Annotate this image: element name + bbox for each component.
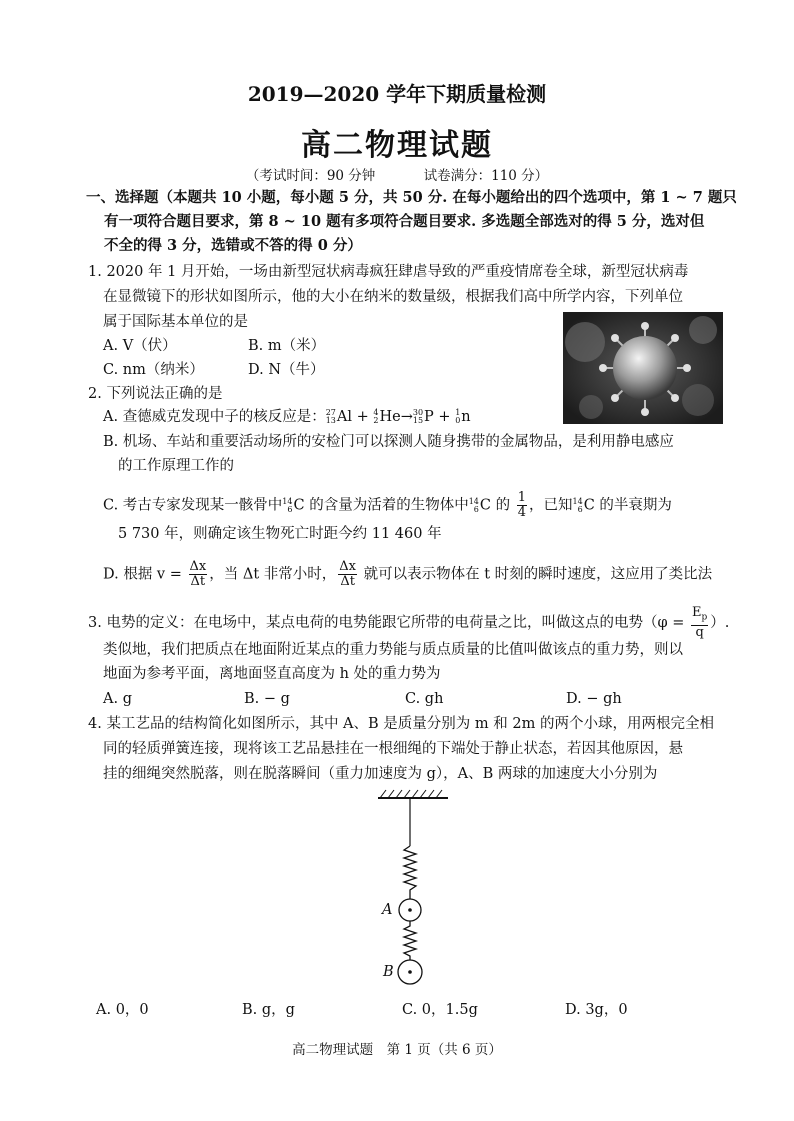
c14-mass-3: 14	[572, 496, 583, 506]
al-isotope-numbers	[326, 409, 336, 425]
n-isotope-numbers	[455, 409, 460, 425]
q2-c-text4: 的半衰期为	[599, 497, 672, 514]
delta-t: Δt	[190, 574, 206, 589]
upper-spring	[404, 846, 416, 899]
q2-option-c-line1	[103, 491, 672, 520]
fraction-denominator: 4	[517, 505, 526, 520]
c14-atomic: 6	[287, 504, 293, 514]
p-symbol: P	[424, 409, 434, 425]
q2-c-text1: C. 考古专家发现某一骸骨中	[103, 497, 283, 514]
q3-option-a: A. g	[103, 691, 132, 707]
q1-option-c: C. nm（纳米）	[103, 362, 204, 378]
q2-option-a-text: A. 查德威克发现中子的核反应是：	[103, 409, 326, 425]
q1-option-d: D. N（牛）	[248, 362, 325, 378]
q2-c-text3: ，已知	[529, 497, 573, 514]
delta-x-2: Δx	[339, 559, 356, 574]
coronavirus-microscope-image	[563, 312, 723, 424]
ball-a-label: A	[382, 902, 393, 918]
q2-c-text2: 的含量为活着的生物体中	[309, 497, 469, 514]
ep-e: E	[691, 605, 702, 620]
c14-mass: 14	[282, 496, 293, 506]
q4-stem-line1: 4. 某工艺品的结构简化如图所示，其中 A、B 是质量分别为 m 和 2m 的两个小球，用两根完全相	[88, 716, 714, 732]
p-atomic-number: 15	[412, 416, 424, 425]
velocity-fraction-2	[338, 560, 357, 589]
c-symbol-2: C	[479, 497, 491, 514]
p-mass-number: 30	[412, 408, 424, 417]
ep-numerator	[691, 606, 708, 626]
c14-numbers-2	[469, 498, 479, 514]
exam-time: （考试时间：90 分钟	[245, 168, 376, 184]
ep-p: p	[701, 612, 708, 623]
q3-option-d: D. − gh	[566, 691, 622, 707]
q2-option-d	[103, 560, 712, 589]
q2-option-a	[103, 407, 471, 427]
page-footer: 高二物理试题 第 1 页（共 6 页）	[292, 1042, 502, 1058]
section-heading-line3: 不全的得 3 分，选错或不答的得 0 分）	[104, 237, 362, 254]
al-atomic-number: 13	[325, 416, 336, 425]
velocity-fraction	[189, 560, 208, 589]
q3-l1-end: ）.	[710, 614, 730, 631]
c14-numbers	[282, 498, 292, 514]
p-isotope-numbers	[413, 409, 423, 425]
delta-t-2: Δt	[340, 574, 355, 589]
q2-d-text3: 就可以表示物体在 t 时刻的瞬时速度，这应用了类比法	[363, 566, 713, 583]
q1-stem-line2: 在显微镜下的形状如图所示，他的大小在纳米的数量级，根据我们高中所学内容，下列单位	[103, 289, 683, 305]
al-mass-number: 27	[325, 408, 336, 417]
q3-stem-line1	[88, 606, 729, 640]
plus-sign-2: +	[438, 409, 451, 425]
he-symbol: He	[379, 409, 401, 425]
q2-option-b-line1: B. 机场、车站和重要活动场所的安检门可以探测人随身携带的金属物品，是利用静电感应	[103, 434, 674, 450]
q4-option-d: D. 3g，0	[565, 1002, 628, 1018]
al-symbol: Al	[336, 409, 352, 425]
exam-info	[0, 164, 794, 184]
q4-stem-line3: 挂的细绳突然脱落，则在脱落瞬间（重力加速度为 g），A、B 两球的加速度大小分别为	[103, 766, 658, 782]
q2-c-de: 的	[495, 497, 511, 514]
q2-d-text2: ，当 Δt 非常小时，	[209, 566, 337, 583]
he-mass-number: 4	[373, 408, 379, 417]
q3-stem-line3: 地面为参考平面，离地面竖直高度为 h 处的重力势为	[103, 666, 441, 682]
coronavirus-icon	[563, 312, 723, 424]
exam-period-title: 2019—2020 学年下期质量检测	[247, 82, 547, 106]
c-symbol: C	[293, 497, 305, 514]
reaction-arrow: →	[400, 409, 413, 425]
q2-d-text1: D. 根据 v =	[103, 566, 182, 583]
q3-option-c: C. gh	[405, 691, 444, 707]
q1-option-a: A. V（伏）	[103, 338, 177, 354]
q4-option-c: C. 0，1.5g	[402, 1002, 478, 1018]
c-symbol-3: C	[583, 497, 595, 514]
ball-b-label: B	[383, 964, 394, 980]
q4-stem-line2: 同的轻质弹簧连接，现将该工艺品悬挂在一根细绳的下端处于静止状态，若因其他原因，悬	[103, 741, 683, 757]
he-isotope-numbers	[373, 409, 378, 425]
q1-stem-line3: 属于国际基本单位的是	[103, 314, 248, 330]
c14-mass-2: 14	[468, 496, 479, 506]
q3-l1-text: 3. 电势的定义：在电场中，某点电荷的电势能跟它所带的电荷量之比，叫做这点的电势（φ =	[88, 614, 685, 631]
section-heading-line2: 有一项符合题目要求，第 8 ~ 10 题有多项符合题目要求. 多选题全部选对的得 5 分，选对但	[104, 213, 705, 230]
n-atomic-number: 0	[455, 416, 461, 425]
hanging-spring-diagram	[372, 788, 462, 990]
plus-sign: +	[356, 409, 369, 425]
delta-x: Δx	[189, 559, 207, 574]
q2-option-b-line2: 的工作原理工作的	[118, 458, 234, 474]
c14-numbers-3	[573, 498, 583, 514]
one-quarter-fraction	[517, 491, 527, 520]
section-heading-line1: 一、选择题（本题共 10 小题，每小题 5 分，共 50 分. 在每小题给出的四个选项中，第 1 ~ 7 题只	[86, 189, 737, 206]
potential-fraction	[691, 606, 708, 640]
c14-atomic-2: 6	[473, 504, 479, 514]
full-score: 试卷满分：110 分）	[423, 168, 549, 184]
q3-stem-line2: 类似地，我们把质点在地面附近某点的重力势能与质点质量的比值叫做该点的重力势，则以	[103, 642, 683, 658]
n-symbol: n	[461, 409, 471, 425]
lower-spring	[404, 921, 416, 960]
spring-ball-diagram	[372, 788, 462, 990]
q2-stem: 2. 下列说法正确的是	[88, 386, 223, 402]
q1-stem-line1: 1. 2020 年 1 月开始，一场由新型冠状病毒疯狂肆虐导致的严重疫情席卷全球，新型冠状病毒	[88, 264, 689, 280]
exam-subject-title: 高二物理试题	[301, 128, 493, 163]
q1-option-b: B. m（米）	[248, 338, 326, 354]
he-atomic-number: 2	[373, 416, 379, 425]
q4-option-a: A. 0，0	[96, 1002, 149, 1018]
c14-atomic-3: 6	[577, 504, 583, 514]
q4-option-b: B. g，g	[242, 1002, 295, 1018]
q3-option-b: B. − g	[244, 691, 290, 707]
ceiling-hatch	[380, 790, 442, 798]
n-mass-number: 1	[455, 408, 461, 417]
q2-option-c-line2: 5 730 年，则确定该生物死亡时距今约 11 460 年	[118, 526, 442, 542]
fraction-numerator: 1	[517, 490, 526, 505]
q-denominator: q	[695, 624, 704, 640]
